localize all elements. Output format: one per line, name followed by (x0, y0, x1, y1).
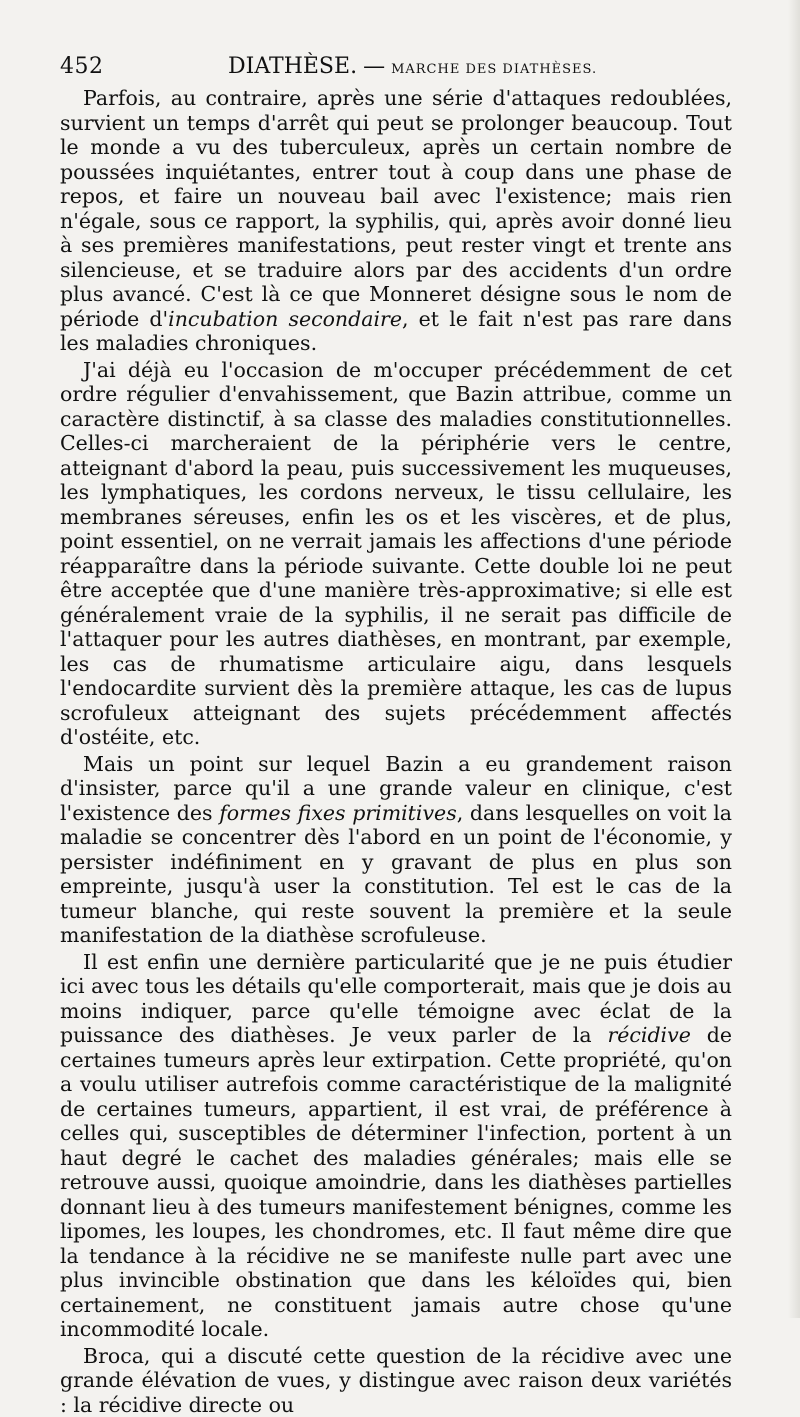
section-title: MARCHE DES DIATHÈSES. (391, 62, 597, 77)
paragraph-5: Broca, qui a discuté cette question de la récidive avec une grande élévation de vues, y distingue avec raison deux variétés : la récidive directe ou (60, 1344, 732, 1417)
paragraph-2: J'ai déjà eu l'occasion de m'occuper précédemment de cet ordre régulier d'envahissement, que Bazin attribue, comme un caractère distinctif, à sa classe des maladies constitutionnelles. Celles-ci marcheraient de la périphérie vers le centre, atteignant d'abord la peau, puis successivement les muqueuses, les lymphatiques, les cordons nerveux, le tissu cellulaire, les membranes séreuses, enfin les os et les viscères, et de plus, point essentiel, on ne verrait jamais les affections d'une période réapparaître dans la période suivante. Cette double loi ne peut être acceptée que d'une manière très-approximative; si elle est généralement vraie de la syphilis, il ne serait pas difficile de l'attaquer pour les autres diathèses, en montrant, par exemple, les cas de rhumatisme articulaire aigu, dans lesquels l'endocardite survient dès la première attaque, les cas de lupus scrofuleux atteignant des sujets précédemment affectés d'ostéite, etc. (60, 358, 732, 750)
chapter-title: DIATHÈSE. (228, 54, 357, 79)
paragraph-3: Mais un point sur lequel Bazin a eu grandement raison d'insister, parce qu'il a une grande valeur en clinique, c'est l'existence des formes fixes primitives, dans lesquelles on voit la maladie se concentrer dès l'abord en un point de l'économie, y persister indéfiniment en y gravant de plus en plus son empreinte, jusqu'à user la constitution. Tel est le cas de la tumeur blanche, qui reste souvent la première et la seule manifestation de la diathèse scrofuleuse. (60, 752, 732, 948)
running-title (228, 54, 597, 79)
italic-term: incubation secondaire (168, 307, 402, 331)
title-separator: — (363, 54, 385, 79)
running-header (60, 50, 732, 84)
page-number: 452 (60, 54, 104, 79)
italic-term: récidive (607, 1023, 690, 1047)
body-text (60, 86, 732, 1417)
paragraph-1: Parfois, au contraire, après une série d'attaques redoublées, survient un temps d'arrêt qui peut se prolonger beaucoup. Tout le monde a vu des tuberculeux, après un certain nombre de poussées inquiétantes, entrer tout à coup dans une phase de repos, et faire un nouveau bail avec l'existence; mais rien n'égale, sous ce rapport, la syphilis, qui, après avoir donné lieu à ses premières manifestations, peut rester vingt et trente ans silencieuse, et se traduire alors par des accidents d'un ordre plus avancé. C'est là ce que Monneret désigne sous le nom de période d'incubation secondaire, et le fait n'est pas rare dans les maladies chroniques. (60, 86, 732, 356)
italic-term: formes fixes primitives (219, 801, 457, 825)
paragraph-4: Il est enfin une dernière particularité que je ne puis étudier ici avec tous les détails qu'elle comporterait, mais que je dois au moins indiquer, parce qu'elle témoigne avec éclat de la puissance des diathèses. Je veux parler de la récidive de certaines tumeurs après leur extirpation. Cette propriété, qu'on a voulu utiliser autrefois comme caractéristique de la malignité de certaines tumeurs, appartient, il est vrai, de préférence à celles qui, susceptibles de déterminer l'infection, portent à un haut degré le cachet des maladies générales; mais elle se retrouve aussi, quoique amoindrie, dans les diathèses partielles donnant lieu à des tumeurs manifestement bénignes, comme les lipomes, les loupes, les chondromes, etc. Il faut même dire que la tendance à la récidive ne se manifeste nulle part avec une plus invincible obstination que dans les kéloïdes qui, bien certainement, ne constituent jamais autre chose qu'une incommodité locale. (60, 950, 732, 1342)
page-edge-shadow (788, 0, 800, 1318)
